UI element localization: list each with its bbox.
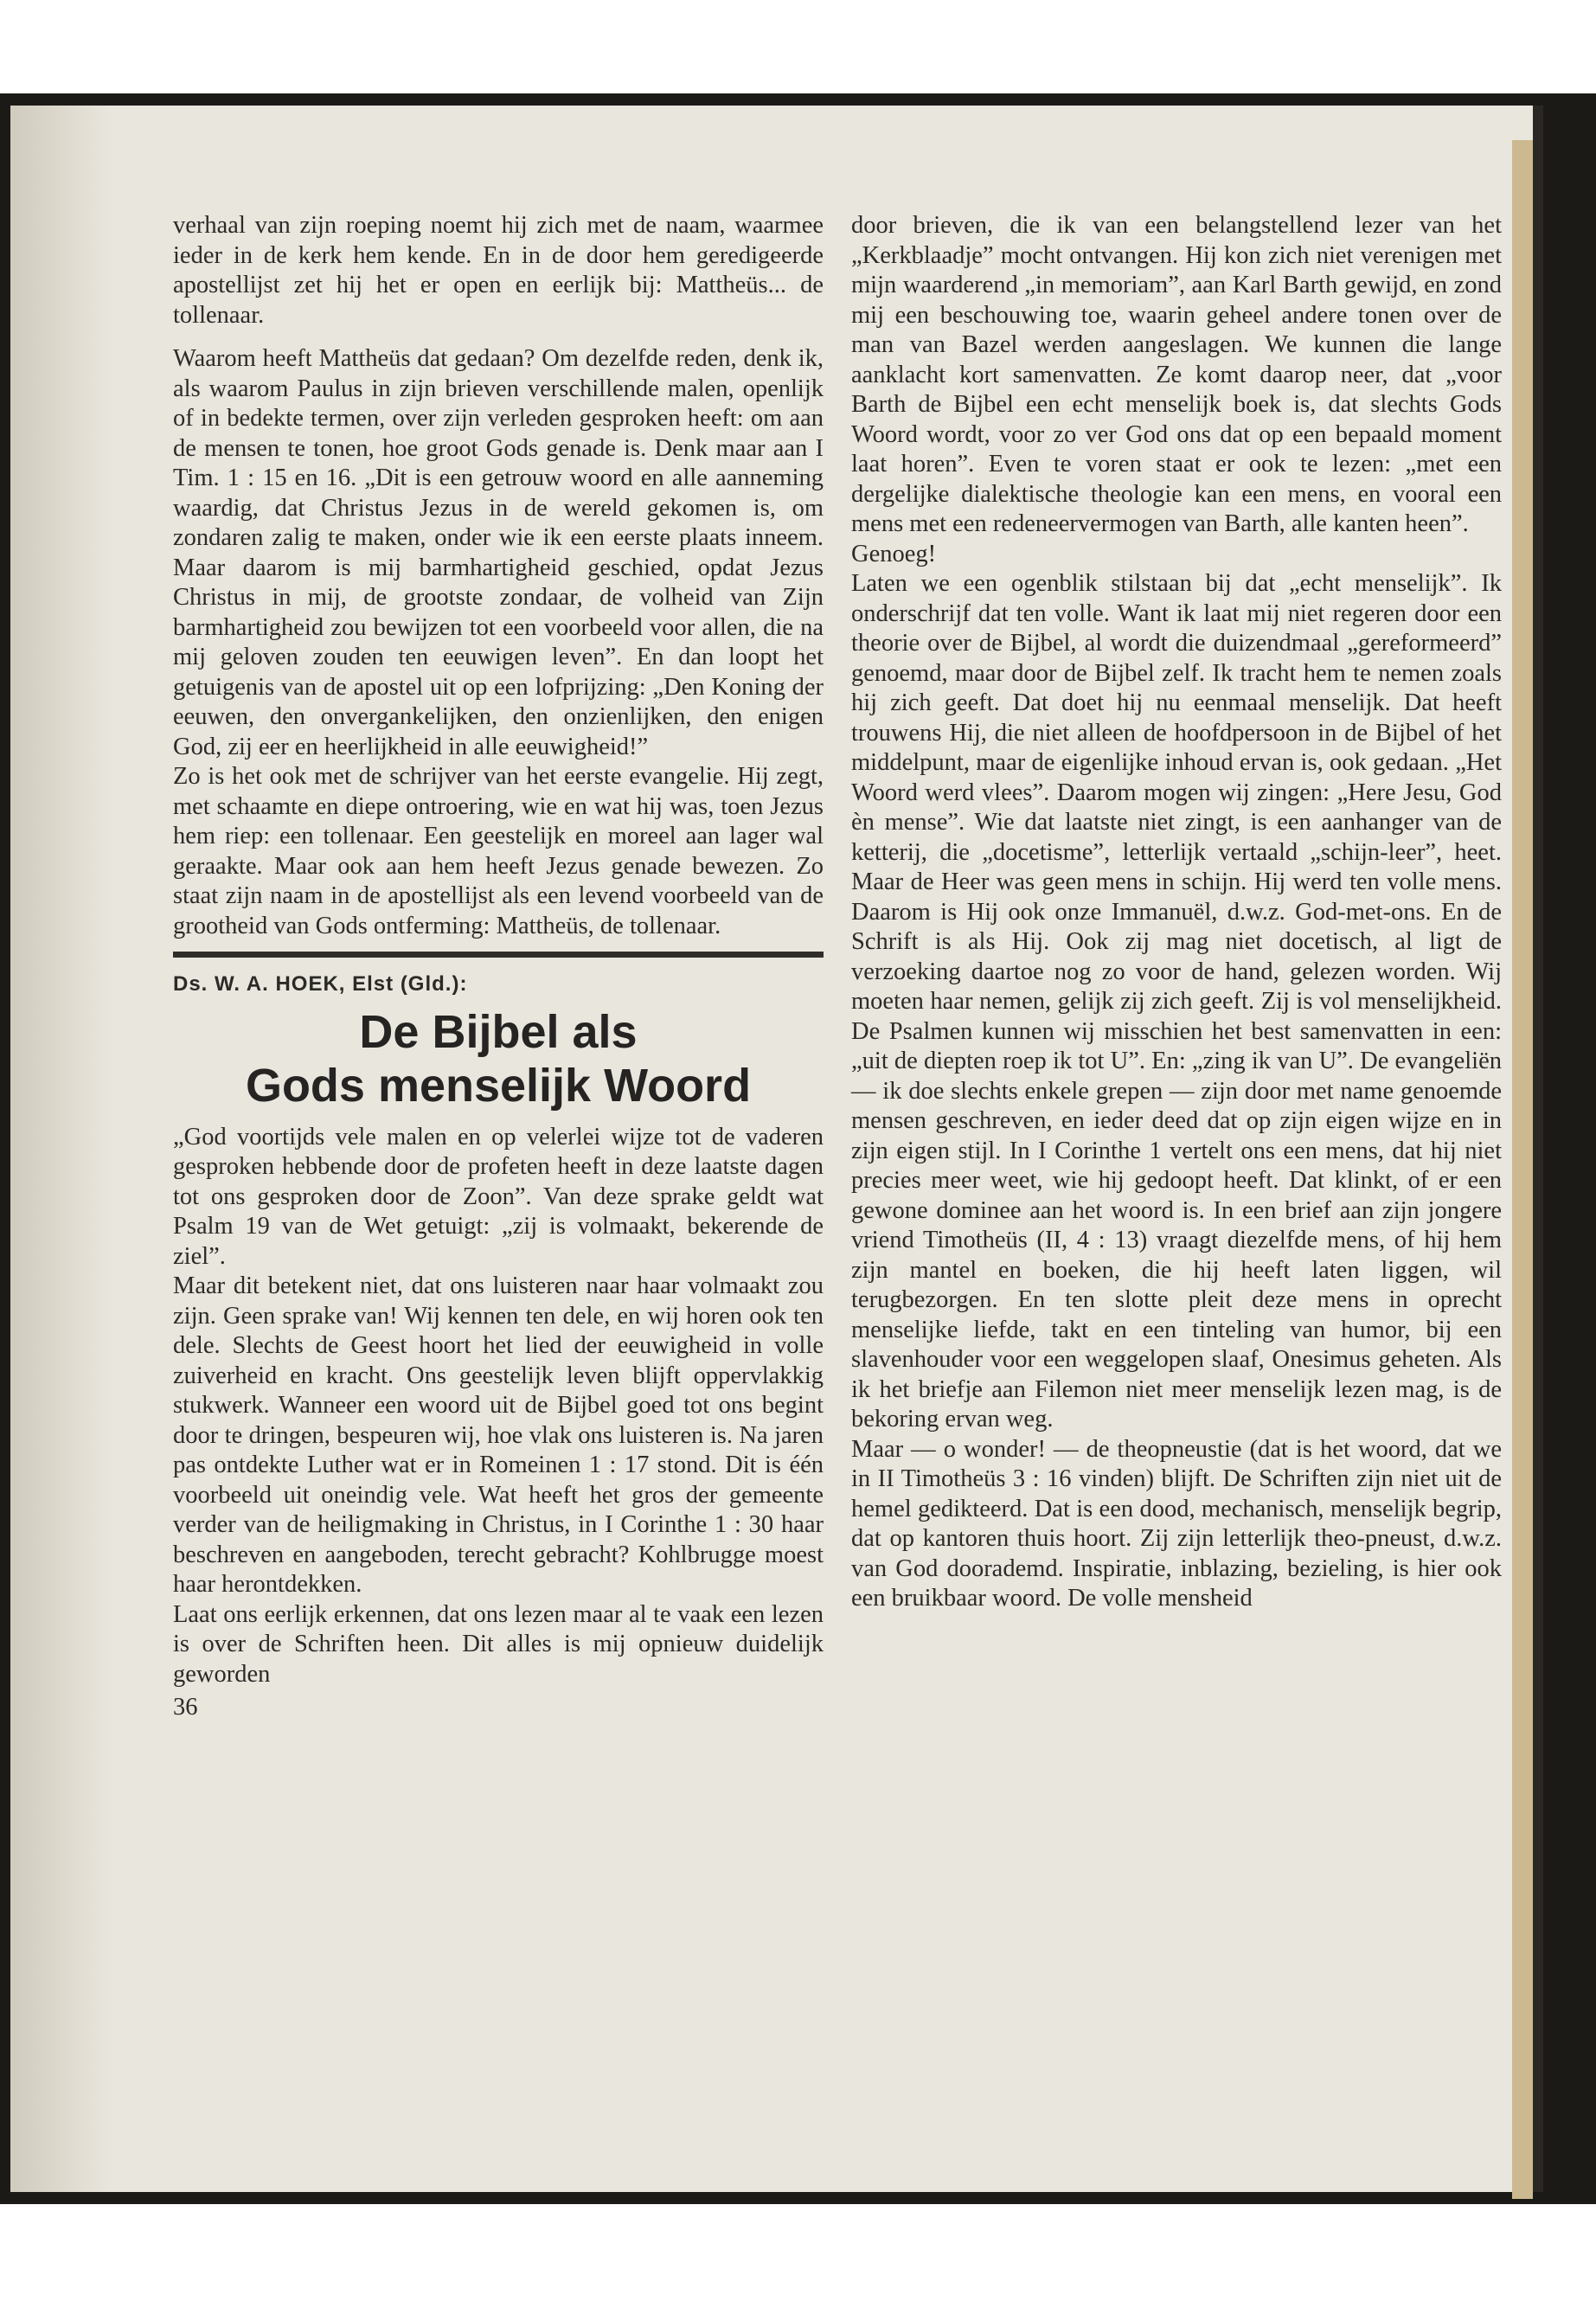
- left-column: [173, 211, 824, 1723]
- scan-frame: [0, 93, 1596, 2204]
- paragraph: door brieven, die ik van een belangstellend lezer van het „Kerkblaadje” mocht ontvangen. Hij kon zich niet verenigen met mijn waarderend „in memoriam”, aan Karl Barth gewijd, en zond mij een beschouwing toe, waarin geheel andere tonen over de man van Bazel werden aangeslagen. We kunnen die lange aanklacht kort samenvatten. Ze komt daarop neer, dat „voor Barth de Bijbel een echt menselijk boek is, dat slechts Gods Woord wordt, voor zo ver God ons dat op een bepaald moment laat horen”. Even te voren staat er ook te lezen: „met een dergelijke dialektische theologie kan een mens, en vooral een mens met een redeneervermogen van Barth, alle kanten heen”.: [851, 212, 1502, 537]
- next-page-edge: [1512, 140, 1533, 2199]
- top-margin: [0, 0, 1596, 93]
- article-title: De Bijbel als Gods menselijk Woord: [245, 1005, 752, 1112]
- paragraph: Genoeg!: [851, 540, 937, 567]
- author-line: Ds. W. A. HOEK, Elst (Gld.):: [173, 972, 468, 996]
- bottom-margin: [0, 2204, 1596, 2301]
- paragraph: Zo is het ook met de schrijver van het eerste evangelie. Hij zegt, met schaamte en diepe ontroering, wie en wat hij was, toen Jezus hem riep: een tollenaar. Een geestelijk en moreel aan lager wal geraakte. Maar ook aan hem heeft Jezus genade bewezen. Zo staat zijn naam in de apostellijst als een levend voorbeeld van de grootheid van Gods ontferming: Mattheüs, de tollenaar.: [173, 763, 824, 939]
- paragraph: Waarom heeft Mattheüs dat gedaan? Om dezelfde reden, denk ik, als waarom Paulus in zijn brieven verschillende malen, openlijk of in bedekte termen, over zijn verleden gesproken heeft: om aan de mensen te tonen, hoe groot Gods genade is. Denk maar aan I Tim. 1 : 15 en 16. „Dit is een getrouw woord en alle aanneming waardig, dat Christus Jezus in de wereld gekomen is, om zondaren zalig te maken, onder wie ik een eerste plaats inneem. Maar daarom is mij barmhartigheid geschied, opdat Jezus Christus in mij, de grootste zondaar, de volheid van Zijn barmhartigheid zou bewijzen tot een voorbeeld voor allen, die na mij geloven zouden ten eeuwigen leven”. En dan loopt het getuigenis van de apostel uit op een lofprijzing: „Den Koning der eeuwen, den onvergankelijken, den onzienlijken, den enigen God, zij eer en heerlijkheid in alle eeuwigheid!”: [173, 345, 824, 760]
- right-column: [851, 211, 1502, 1614]
- paragraph: Laten we een ogenblik stilstaan bij dat „echt menselijk”. Ik onderschrijf dat ten volle. Want ik laat mij niet regeren door een theorie over de Bijbel, al wordt die duizendmaal „gereformeerd” genoemd, maar door de Bijbel zelf. Ik tracht hem te nemen zoals hij zich geeft. Dat doet hij nu eenmaal menselijk. Dat heeft trouwens Hij, die niet alleen de hoofdpersoon in de Bijbel of het middelpunt, maar de eigenlijke inhoud ervan is, ook gedaan. „Het Woord werd vlees”. Daarom mogen wij zingen: „Here Jesu, God èn mense”. Wie dat laatste niet zingt, is een aanhanger van de ketterij, die „docetisme”, letterlijk vertaald „schijn-leer”, heet. Maar de Heer was geen mens in schijn. Hij werd ten volle mens. Daarom is Hij ook onze Immanuël, d.w.z. God-met-ons. En de Schrift is als Hij. Ook zij mag niet docetisch, al ligt de verzoeking daartoe nog zo voor de hand, gelezen worden. Wij moeten haar nemen, gelijk zij zich geeft. Zij is vol menselijkheid. De Psalmen kunnen wij misschien het best samenvatten in een: „uit de diepten roep ik tot U”. En: „zing ik van U”. De evangeliën — ik doe slechts enkele grepen — zijn door met name genoemde mensen geschreven, en ieder deed dat op zijn eigen wijze en in zijn eigen stijl. In I Corinthe 1 vertelt ons een mens, dat hij niet precies meer weet, wie hij gedoopt heeft. Dat klinkt, of er een gewone dominee aan het woord is. In een brief aan zijn jongere vriend Timotheüs (II, 4 : 13) vraagt diezelfde mens, of hij hem zijn mantel en boeken, die hij heeft laten liggen, wil terugbezorgen. En ten slotte pleit deze mens in oprecht menselijke liefde, takt en een tinteling van humor, bij een slavenhouder voor een weggelopen slaaf, Onesimus geheten. Als ik het briefje aan Filemon niet meer menselijk lezen mag, is de bekoring ervan weg.: [851, 570, 1502, 1433]
- paragraph: Laat ons eerlijk erkennen, dat ons lezen maar al te vaak een lezen is over de Schriften heen. Dit alles is mij opnieuw duidelijk geworden: [173, 1600, 824, 1688]
- paragraph: „God voortijds vele malen en op velerlei wijze tot de vaderen gesproken hebbende door de profeten heeft in deze laatste dagen tot ons gesproken door de Zoon”. Van deze sprake geldt wat Psalm 19 van de Wet getuigt: „zij is volmaakt, bekerende de ziel”.: [173, 1123, 824, 1270]
- page-fold-shadow: [10, 106, 112, 2192]
- section-divider: [173, 952, 824, 958]
- scan-edge: [1533, 106, 1543, 2192]
- paragraph: Maar dit betekent niet, dat ons luisteren naar haar volmaakt zou zijn. Geen sprake van! Wij kennen ten dele, en wij horen ook ten dele. Slechts de Geest hoort het lied der eeuwigheid in volle zuiverheid en kracht. Ons geestelijk leven blijft oppervlakkig stukwerk. Wanneer een woord uit de Bijbel goed tot ons begint door te dringen, bespeuren wij, hoe vlak ons luisteren is. Na jaren pas ontdekte Luther wat er in Romeinen 1 : 17 stond. Dit is één voorbeeld uit oneindig vele. Wat heeft het gros der gemeente verder van de heiligmaking in Christus, in I Corinthe 1 : 30 haar beschreven en aangeboden, terecht gebracht? Kohlbrugge moest haar herontdekken.: [173, 1272, 824, 1598]
- paragraph: Maar — o wonder! — de theopneustie (dat is het woord, dat we in II Timotheüs 3 : 16 vinden) blijft. De Schriften zijn niet uit de hemel gedikteerd. Dat is een dood, mechanisch, menselijk begrip, dat op kantoren thuis hoort. Zij zijn letterlijk theo-pneust, d.w.z. van God doorademd. Inspiratie, inblazing, bezieling, is hier ook een bruikbaar woord. De volle mensheid: [851, 1435, 1502, 1612]
- magazine-page: [10, 106, 1543, 2192]
- paragraph: verhaal van zijn roeping noemt hij zich met de naam, waarmee ieder in de kerk hem kende. En in de door hem geredigeerde apostellijst zet hij het er open en eerlijk bij: Mattheüs... de tollenaar.: [173, 212, 824, 329]
- page-number: 36: [173, 1694, 198, 1721]
